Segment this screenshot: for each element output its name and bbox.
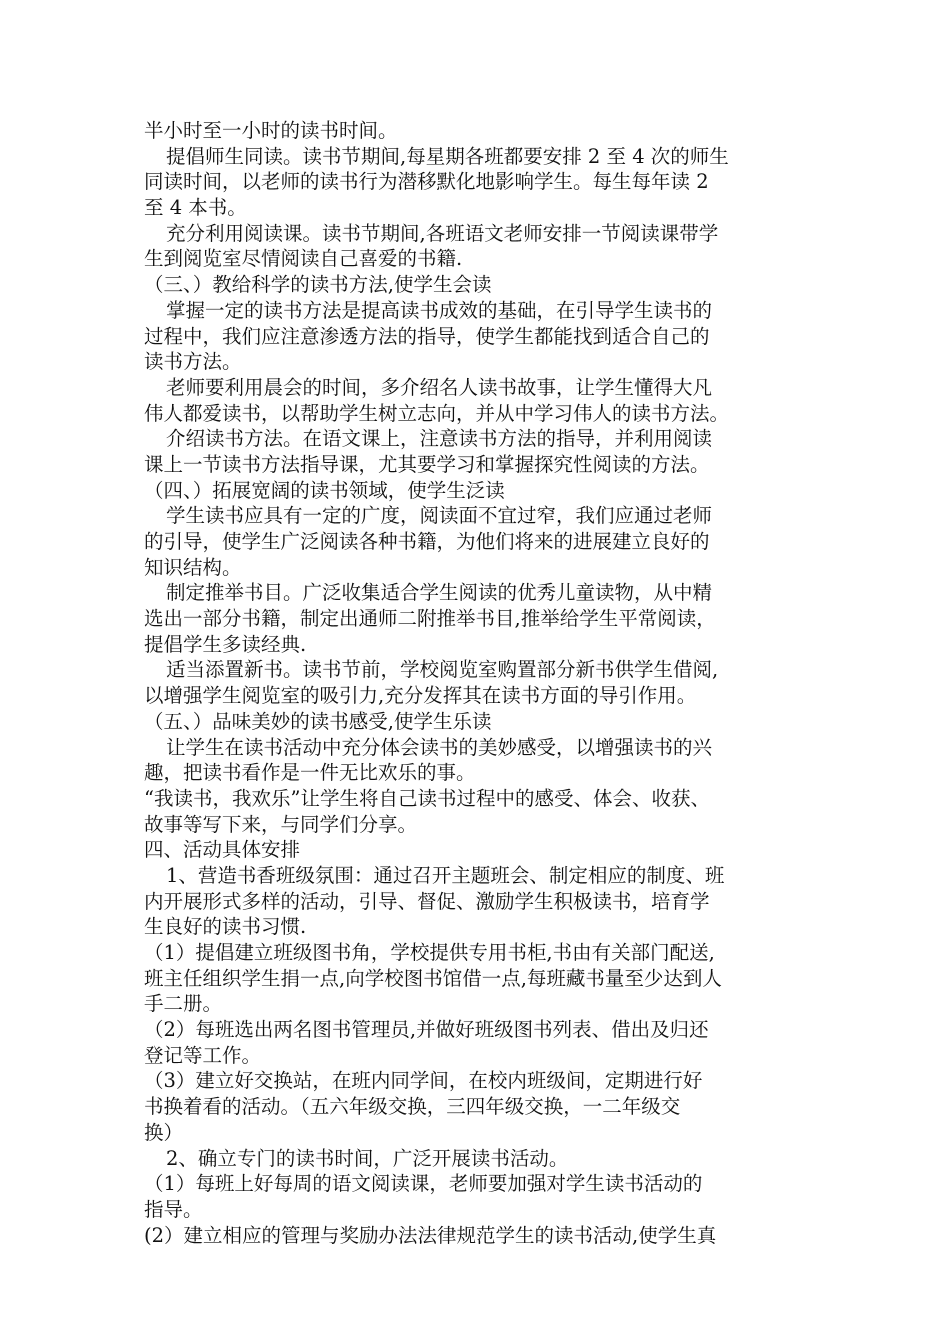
text-line: 趣，把读书看作是一件无比欢乐的事。 xyxy=(144,761,476,785)
text-line: 介绍读书方法。在语文课上，注意读书方法的指导，并利用阅读 xyxy=(166,427,713,451)
text-line: 班主任组织学生捐一点,向学校图书馆借一点,每班藏书量至少达到人 xyxy=(144,966,722,990)
text-line: 生良好的读书习惯. xyxy=(144,915,307,939)
text-line: 指导。 xyxy=(144,1197,203,1221)
text-line: （1）提倡建立班级图书角，学校提供专用书柜,书由有关部门配送, xyxy=(144,941,715,964)
text-line: “我读书，我欢乐”让学生将自己读书过程中的感受、体会、收获、 xyxy=(144,786,710,810)
text-line: 制定推举书目。广泛收集适合学生阅读的优秀儿童读物，从中精 xyxy=(166,581,713,605)
text-line: 以增强学生阅览室的吸引力,充分发挥其在读书方面的导引作用。 xyxy=(144,684,697,708)
text-line: (2）建立相应的管理与奖励办法法律规范学生的读书活动,使学生真 xyxy=(144,1223,717,1247)
text-line: 伟人都爱读书，以帮助学生树立志向，并从中学习伟人的读书方法。 xyxy=(144,401,730,425)
text-line: 适当添置新书。读书节前，学校阅览室购置部分新书供学生借阅, xyxy=(166,658,719,682)
text-line: 内开展形式多样的活动，引导、督促、激励学生积极读书，培育学 xyxy=(144,889,710,913)
text-line: 同读时间，以老师的读书行为潜移默化地影响学生。每生每年读 2 xyxy=(144,170,709,194)
text-line: 提倡师生同读。读书节期间,每星期各班都要安排 2 至 4 次的师生 xyxy=(166,144,729,168)
text-line: 1、营造书香班级氛围：通过召开主题班会、制定相应的制度、班 xyxy=(166,863,725,887)
text-line: （四、）拓展宽阔的读书领域，使学生泛读 xyxy=(144,478,505,502)
text-line: 让学生在读书活动中充分体会读书的美妙感受，以增强读书的兴 xyxy=(166,735,713,759)
text-line: 四、活动具体安排 xyxy=(144,838,301,862)
text-line: 提倡学生多读经典. xyxy=(144,632,307,656)
text-line: （2）每班选出两名图书管理员,并做好班级图书列表、借出及归还 xyxy=(144,1018,709,1042)
document-page xyxy=(144,118,844,1248)
text-line: 的引导，使学生广泛阅读各种书籍，为他们将来的进展建立良好的 xyxy=(144,530,710,553)
text-line: 半小时至一小时的读书时间。 xyxy=(144,119,398,142)
text-line: （3）建立好交换站，在班内同学间，在校内班级间，定期进行好 xyxy=(144,1069,703,1093)
text-line: 掌握一定的读书方法是提高读书成效的基础，在引导学生读书的 xyxy=(166,298,713,322)
text-line: （五、）品味美妙的读书感受,使学生乐读 xyxy=(144,709,492,733)
text-line: 过程中，我们应注意渗透方法的指导，使学生都能找到适合自己的 xyxy=(144,324,710,348)
text-line: 课上一节读书方法指导课，尤其要学习和掌握探究性阅读的方法。 xyxy=(144,452,710,476)
text-line: 书换着看的活动。（五六年级交换，三四年级交换，一二年级交 xyxy=(144,1095,681,1119)
text-line: 换） xyxy=(144,1120,184,1144)
text-line: 老师要利用晨会的时间，多介绍名人读书故事，让学生懂得大凡 xyxy=(166,375,713,399)
text-line: 2、确立专门的读书时间，广泛开展读书活动。 xyxy=(166,1146,569,1170)
text-line: （1）每班上好每周的语文阅读课，老师要加强对学生读书活动的 xyxy=(144,1172,703,1196)
text-line: 读书方法。 xyxy=(144,350,242,374)
text-line: 知识结构。 xyxy=(144,555,242,579)
text-line: 故事等写下来，与同学们分享。 xyxy=(144,812,418,836)
text-line: 生到阅览室尽情阅读自己喜爱的书籍. xyxy=(144,247,463,271)
text-line: 充分利用阅读课。读书节期间,各班语文老师安排一节阅读课带学 xyxy=(166,221,719,245)
text-line: 手二册。 xyxy=(144,992,223,1016)
text-line: 至 4 本书。 xyxy=(144,196,247,220)
text-line: （三、）教给科学的读书方法,使学生会读 xyxy=(144,273,492,297)
text-line: 登记等工作。 xyxy=(144,1043,262,1067)
text-line: 学生读书应具有一定的广度，阅读面不宜过窄，我们应通过老师 xyxy=(166,504,713,528)
text-line: 选出一部分书籍，制定出通师二附推举书目,推举给学生平常阅读， xyxy=(144,607,716,631)
